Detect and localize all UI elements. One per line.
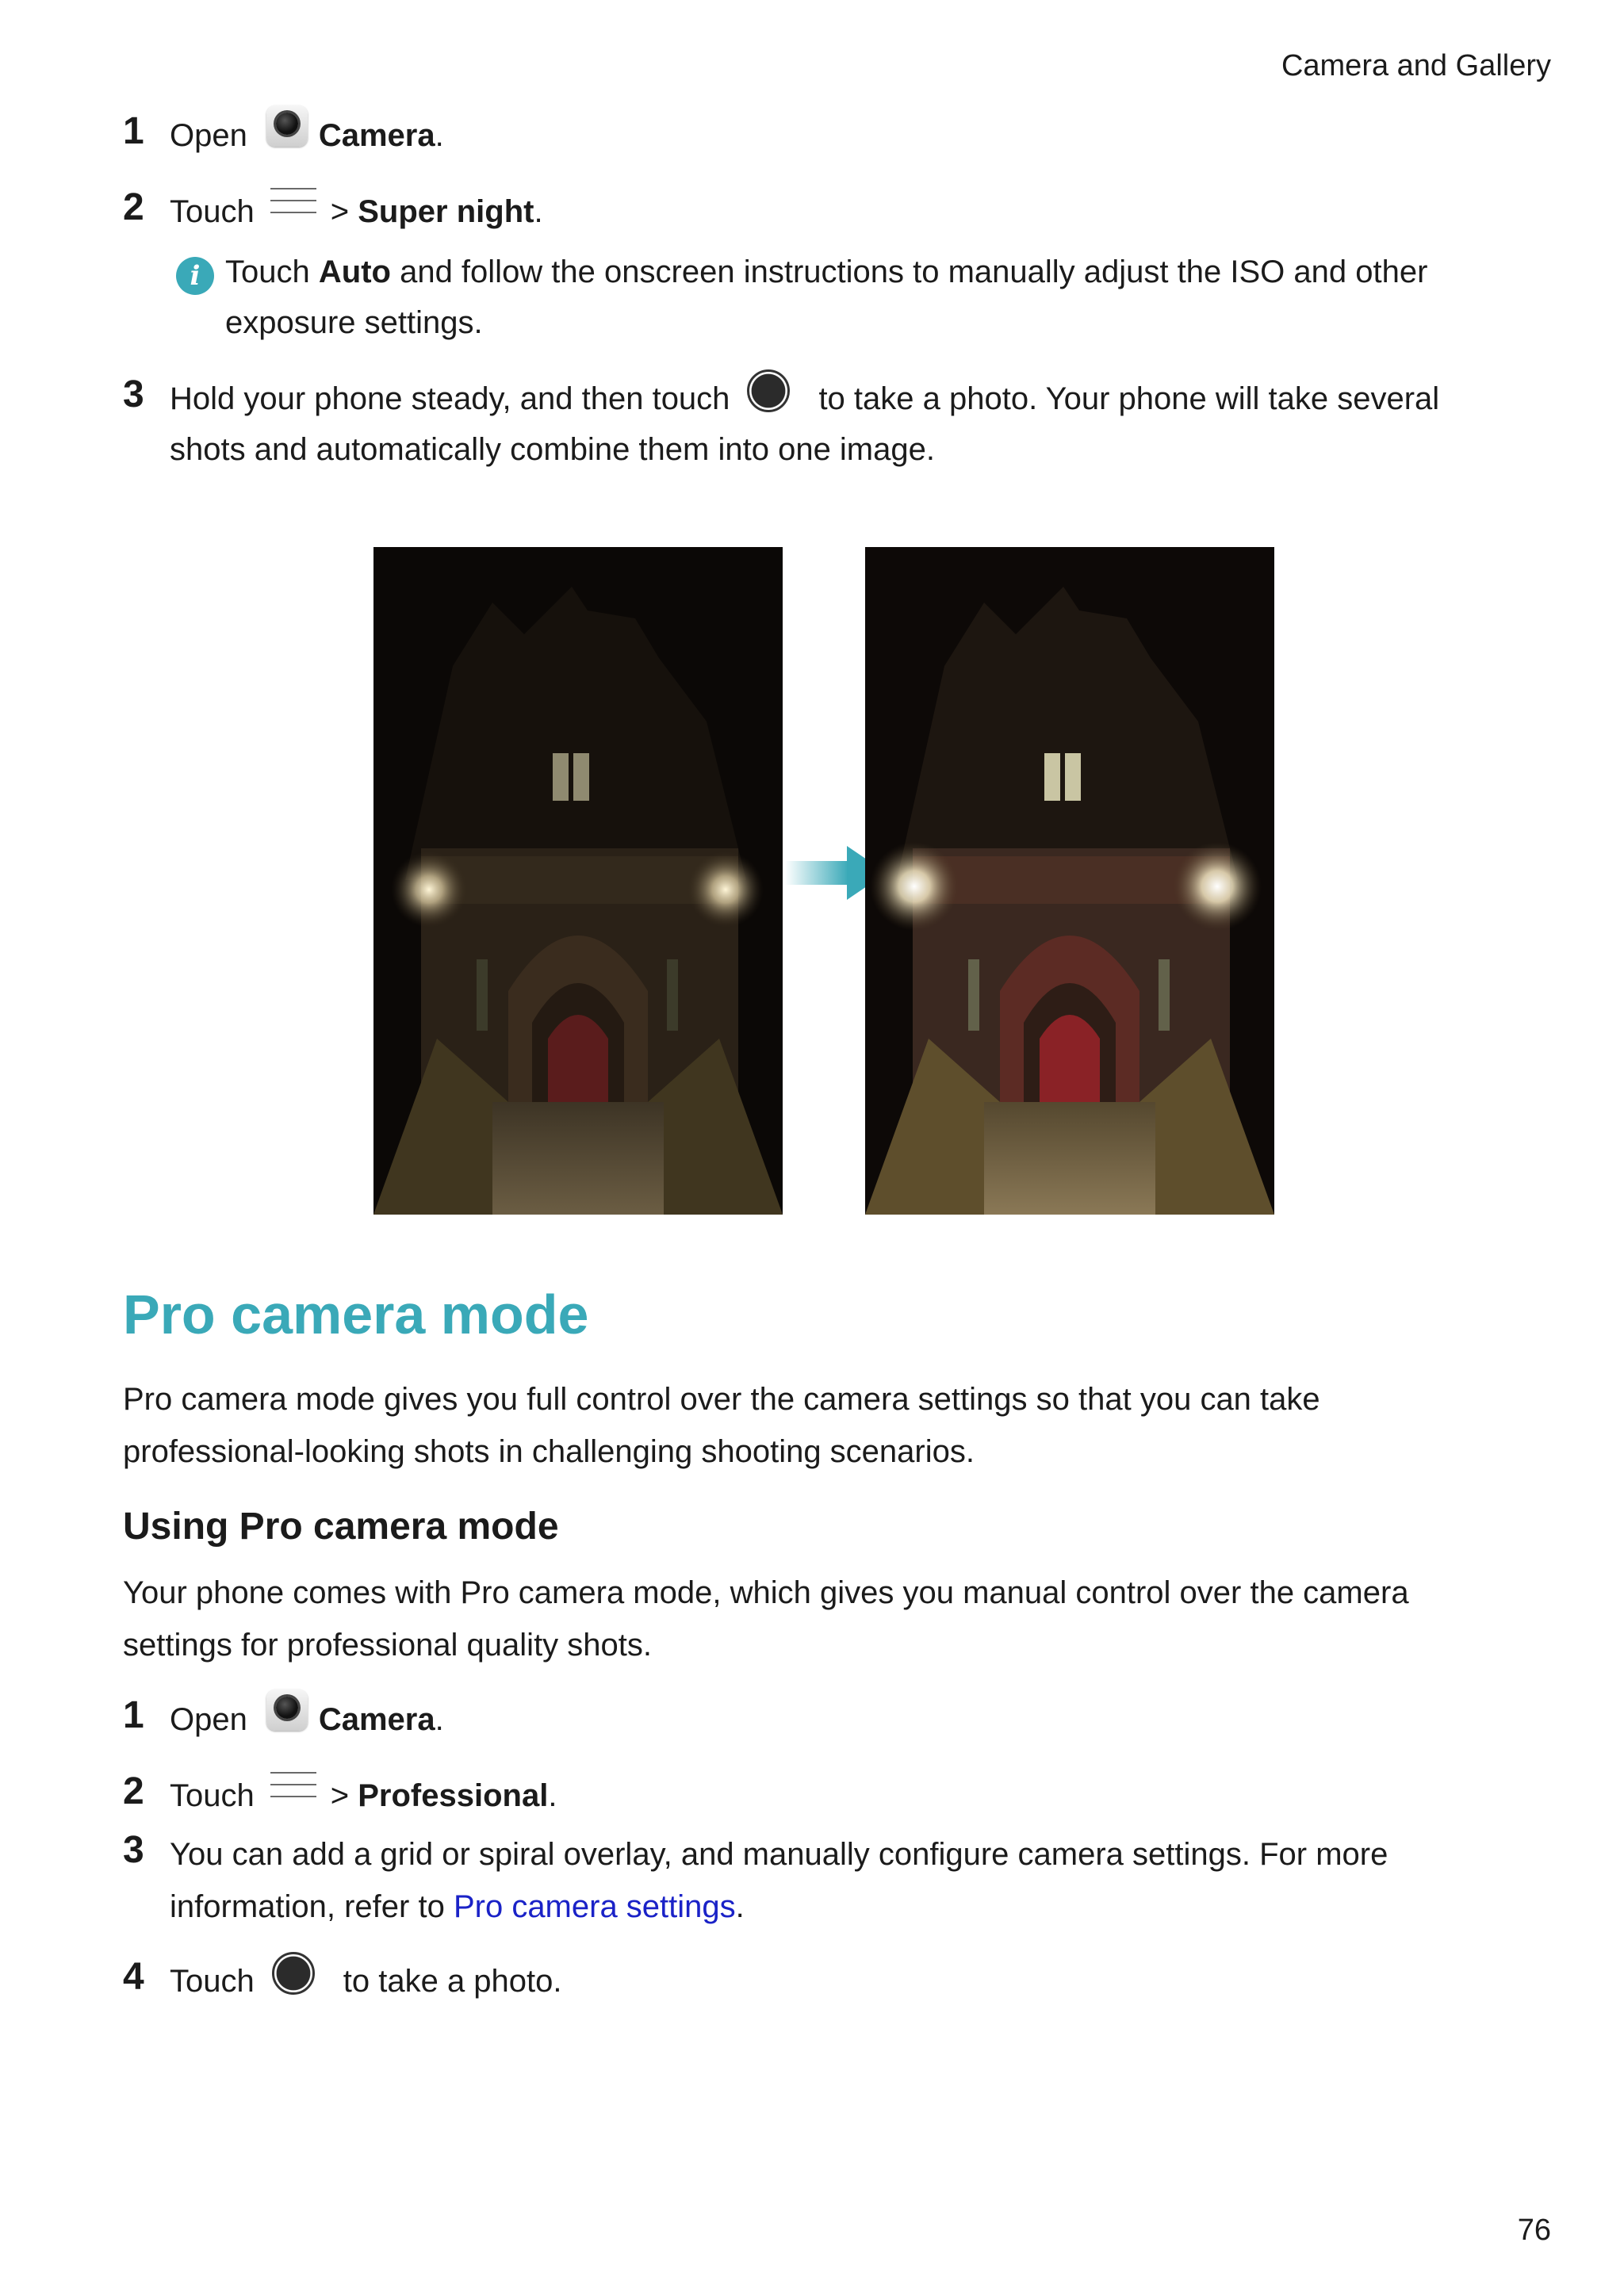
auto-label: Auto	[318, 254, 391, 289]
step-touch-super-night: Touch > Super night.	[170, 186, 543, 238]
camera-label: Camera	[318, 118, 435, 153]
step-take-photo-line-2: shots and automatically combine them into one image.	[170, 432, 935, 467]
step-take-photo: Touch to take a photo.	[170, 1955, 562, 2007]
camera-app-icon	[266, 1689, 308, 1731]
step-take-photo: Hold your phone steady, and then touch to take a photo. Your phone will take several	[170, 373, 1439, 425]
step-number: 3	[123, 373, 144, 415]
camera-label: Camera	[318, 1702, 435, 1737]
subsection-title: Using Pro camera mode	[123, 1506, 559, 1548]
step-open-camera: Open Camera.	[170, 109, 444, 162]
camera-app-icon	[266, 105, 308, 147]
page-number: 76	[1517, 2214, 1551, 2247]
step-touch-professional: Touch > Professional.	[170, 1770, 557, 1822]
step-open-camera: Open Camera.	[170, 1693, 444, 1746]
info-icon: i	[176, 257, 214, 295]
step-configure-settings-line-2: information, refer to Pro camera settings.	[170, 1889, 745, 1924]
step-number: 1	[123, 1694, 144, 1736]
step-number: 1	[123, 110, 144, 152]
step-number: 2	[123, 1770, 144, 1812]
section-title: Pro camera mode	[123, 1284, 589, 1345]
step-text: Open	[170, 118, 247, 153]
menu-icon	[270, 188, 316, 220]
arrow-shaft	[785, 861, 848, 885]
step-number: 2	[123, 186, 144, 228]
note-line-1: Touch Auto and follow the onscreen instructions to manually adjust the ISO and other	[225, 254, 1428, 289]
shutter-icon	[747, 369, 790, 412]
after-night-photo	[865, 547, 1274, 1215]
step-configure-settings: You can add a grid or spiral overlay, and manually configure camera settings. For more	[170, 1837, 1388, 1872]
shutter-icon	[272, 1952, 315, 1995]
section-header: Camera and Gallery	[1281, 49, 1551, 82]
step-number: 4	[123, 1956, 144, 1998]
super-night-label: Super night	[358, 194, 534, 229]
professional-label: Professional	[358, 1778, 549, 1813]
body-line-1: Your phone comes with Pro camera mode, which gives you manual control over the camera	[123, 1575, 1409, 1610]
intro-line-2: professional-looking shots in challenging shooting scenarios.	[123, 1434, 975, 1469]
menu-icon	[270, 1772, 316, 1804]
step-number: 3	[123, 1829, 144, 1871]
note-line-2: exposure settings.	[225, 305, 483, 340]
body-line-2: settings for professional quality shots.	[123, 1628, 653, 1663]
intro-line-1: Pro camera mode gives you full control over the camera settings so that you can take	[123, 1382, 1320, 1417]
pro-camera-settings-link[interactable]: Pro camera settings	[453, 1889, 736, 1924]
before-night-photo	[373, 547, 783, 1215]
